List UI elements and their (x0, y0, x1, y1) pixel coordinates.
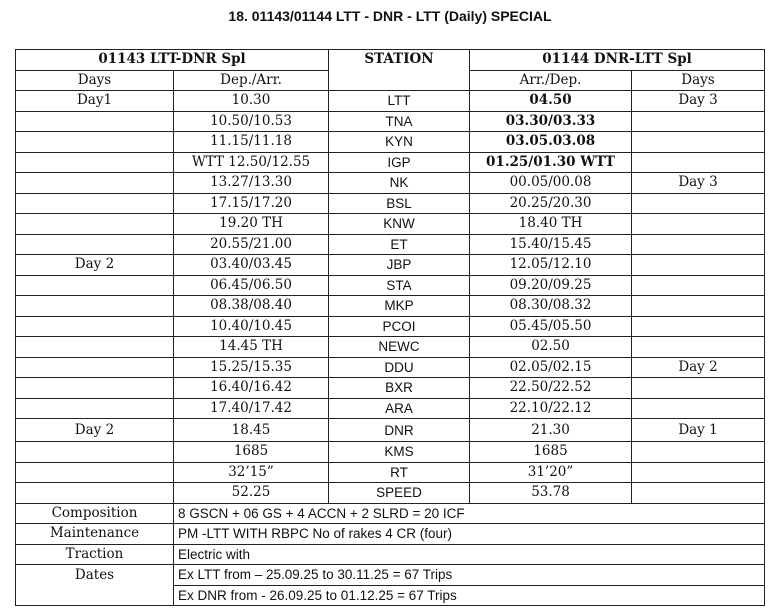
info-value: Electric with (174, 544, 765, 565)
table-row (16, 214, 765, 235)
table-row (16, 442, 765, 463)
arr-dep-cell: 22.10/22.12 (470, 398, 632, 419)
day-right-cell (632, 296, 765, 317)
table-row (16, 378, 765, 399)
day-left-cell (16, 483, 174, 504)
table-row (16, 193, 765, 214)
day-right-cell (632, 214, 765, 235)
station-cell: SPEED (329, 483, 470, 504)
right-train-header: 01144 DNR-LTT Spl (470, 50, 765, 71)
arr-dep-cell: 09.20/09.25 (470, 275, 632, 296)
info-row (16, 524, 765, 545)
info-label: Traction (16, 544, 174, 565)
days-left-header: Days (16, 70, 174, 91)
info-value: Ex DNR from - 26.09.25 to 01.12.25 = 67 Trips (174, 585, 765, 606)
day-left-cell (16, 234, 174, 255)
day-right-cell (632, 378, 765, 399)
station-cell: STA (329, 275, 470, 296)
arr-dep-header: Arr./Dep. (470, 70, 632, 91)
day-right-cell (632, 442, 765, 463)
dep-arr-cell: 11.15/11.18 (174, 132, 329, 153)
dep-arr-cell: 13.27/13.30 (174, 173, 329, 194)
station-cell: PCOI (329, 316, 470, 337)
dep-arr-cell: WTT 12.50/12.55 (174, 152, 329, 173)
station-cell: BXR (329, 378, 470, 399)
table-row (16, 132, 765, 153)
day-left-cell (16, 316, 174, 337)
arr-dep-cell: 02.05/02.15 (470, 357, 632, 378)
dep-arr-cell: 14.45 TH (174, 337, 329, 358)
day-left-cell (16, 337, 174, 358)
info-label: Composition (16, 503, 174, 524)
arr-dep-cell: 18.40 TH (470, 214, 632, 235)
day-right-cell (632, 398, 765, 419)
table-row (16, 255, 765, 276)
info-row (16, 544, 765, 565)
dep-arr-cell: 17.40/17.42 (174, 398, 329, 419)
table-row (16, 357, 765, 378)
dep-arr-cell: 06.45/06.50 (174, 275, 329, 296)
arr-dep-cell: 53.78 (470, 483, 632, 504)
arr-dep-cell: 31’20” (470, 462, 632, 483)
day-left-cell (16, 357, 174, 378)
arr-dep-cell: 03.05.03.08 (470, 132, 632, 153)
table-row (16, 316, 765, 337)
arr-dep-cell: 15.40/15.45 (470, 234, 632, 255)
day-left-cell (16, 132, 174, 153)
station-cell: DDU (329, 357, 470, 378)
day-right-cell (632, 483, 765, 504)
day-right-cell (632, 111, 765, 132)
arr-dep-cell: 1685 (470, 442, 632, 463)
day-left-cell (16, 296, 174, 317)
station-cell: JBP (329, 255, 470, 276)
day-left-cell (16, 214, 174, 235)
info-label (16, 585, 174, 606)
day-left-cell (16, 275, 174, 296)
dep-arr-cell: 16.40/16.42 (174, 378, 329, 399)
info-row (16, 503, 765, 524)
table-row (16, 337, 765, 358)
station-cell: KYN (329, 132, 470, 153)
day-right-cell (632, 275, 765, 296)
station-cell: NEWC (329, 337, 470, 358)
day-left-cell (16, 398, 174, 419)
station-cell: BSL (329, 193, 470, 214)
dep-arr-header: Dep./Arr. (174, 70, 329, 91)
table-row (16, 91, 765, 112)
arr-dep-cell: 12.05/12.10 (470, 255, 632, 276)
dep-arr-cell: 17.15/17.20 (174, 193, 329, 214)
station-cell: MKP (329, 296, 470, 317)
day-left-cell (16, 173, 174, 194)
table-row (16, 398, 765, 419)
dep-arr-cell: 20.55/21.00 (174, 234, 329, 255)
day-right-cell (632, 234, 765, 255)
dep-arr-cell: 10.30 (174, 91, 329, 112)
days-right-header: Days (632, 70, 765, 91)
dep-arr-cell: 10.40/10.45 (174, 316, 329, 337)
dep-arr-cell: 03.40/03.45 (174, 255, 329, 276)
dep-arr-cell: 08.38/08.40 (174, 296, 329, 317)
arr-dep-cell: 22.50/22.52 (470, 378, 632, 399)
day-right-cell (632, 255, 765, 276)
arr-dep-cell: 21.30 (470, 419, 632, 442)
station-cell: DNR (329, 419, 470, 442)
arr-dep-cell: 05.45/05.50 (470, 316, 632, 337)
day-left-cell (16, 442, 174, 463)
info-label: Dates (16, 565, 174, 586)
dep-arr-cell: 1685 (174, 442, 329, 463)
dep-arr-cell: 32’15” (174, 462, 329, 483)
timetable (15, 49, 765, 606)
table-row (16, 419, 765, 442)
day-left-cell (16, 193, 174, 214)
table-row (16, 296, 765, 317)
table-row (16, 234, 765, 255)
table-row (16, 111, 765, 132)
day-right-cell: Day 2 (632, 357, 765, 378)
info-label: Maintenance (16, 524, 174, 545)
station-cell: IGP (329, 152, 470, 173)
info-value: Ex LTT from – 25.09.25 to 30.11.25 = 67 Trips (174, 565, 765, 586)
day-right-cell: Day 3 (632, 173, 765, 194)
day-left-cell: Day1 (16, 91, 174, 112)
day-left-cell (16, 378, 174, 399)
arr-dep-cell: 01.25/01.30 WTT (470, 152, 632, 173)
day-right-cell (632, 337, 765, 358)
station-cell: RT (329, 462, 470, 483)
dep-arr-cell: 19.20 TH (174, 214, 329, 235)
info-value: 8 GSCN + 06 GS + 4 ACCN + 2 SLRD = 20 ICF (174, 503, 765, 524)
day-left-cell (16, 111, 174, 132)
table-row (16, 275, 765, 296)
info-row (16, 565, 765, 586)
info-value: PM -LTT WITH RBPC No of rakes 4 CR (four) (174, 524, 765, 545)
station-cell: NK (329, 173, 470, 194)
arr-dep-cell: 03.30/03.33 (470, 111, 632, 132)
left-train-header: 01143 LTT-DNR Spl (16, 50, 329, 71)
dep-arr-cell: 10.50/10.53 (174, 111, 329, 132)
page-title: 18. 01143/01144 LTT - DNR - LTT (Daily) SPECIAL (228, 8, 552, 24)
day-left-cell (16, 462, 174, 483)
day-right-cell: Day 3 (632, 91, 765, 112)
station-cell: KNW (329, 214, 470, 235)
day-right-cell (632, 152, 765, 173)
dep-arr-cell: 15.25/15.35 (174, 357, 329, 378)
arr-dep-cell: 00.05/00.08 (470, 173, 632, 194)
station-cell: KMS (329, 442, 470, 463)
info-row (16, 585, 765, 606)
day-right-cell (632, 316, 765, 337)
table-row (16, 152, 765, 173)
day-left-cell: Day 2 (16, 419, 174, 442)
day-left-cell: Day 2 (16, 255, 174, 276)
day-right-cell: Day 1 (632, 419, 765, 442)
day-right-cell (632, 193, 765, 214)
station-cell: LTT (329, 91, 470, 112)
station-header: STATION (329, 50, 470, 91)
arr-dep-cell: 02.50 (470, 337, 632, 358)
arr-dep-cell: 08.30/08.32 (470, 296, 632, 317)
table-row (16, 462, 765, 483)
day-right-cell (632, 462, 765, 483)
station-cell: TNA (329, 111, 470, 132)
dep-arr-cell: 52.25 (174, 483, 329, 504)
table-row (16, 173, 765, 194)
station-cell: ARA (329, 398, 470, 419)
station-cell: ET (329, 234, 470, 255)
arr-dep-cell: 04.50 (470, 91, 632, 112)
arr-dep-cell: 20.25/20.30 (470, 193, 632, 214)
table-row (16, 483, 765, 504)
dep-arr-cell: 18.45 (174, 419, 329, 442)
day-right-cell (632, 132, 765, 153)
day-left-cell (16, 152, 174, 173)
